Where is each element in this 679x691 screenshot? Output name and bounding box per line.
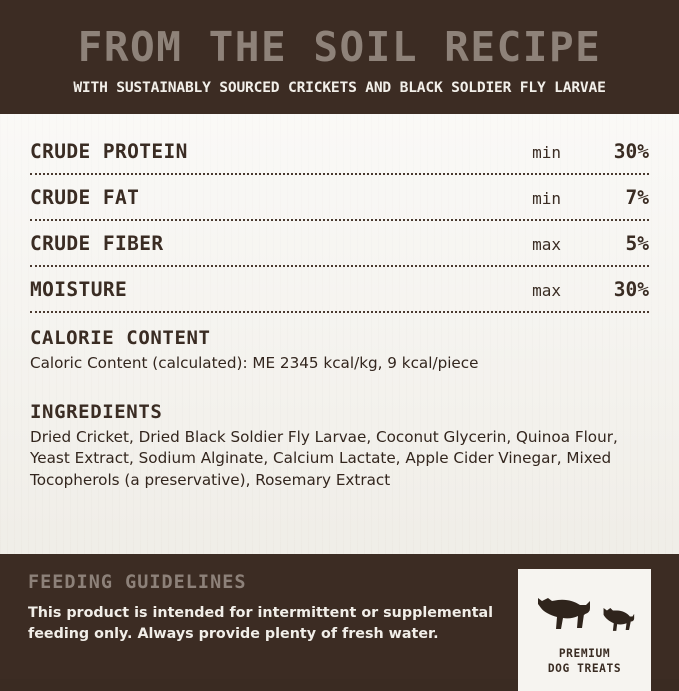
nutrient-value: 30% (613, 278, 649, 302)
label-body-panel (0, 114, 679, 554)
guaranteed-analysis-table (30, 136, 649, 313)
badge-caption-line2: DOG TREATS (547, 662, 622, 675)
feeding-guidelines-text: This product is intended for intermittent or supplemental feeding only. Always provide plenty of fresh water. (28, 605, 494, 642)
calorie-content-heading: CALORIE CONTENT (30, 327, 211, 350)
nutrient-value: 7% (625, 186, 649, 210)
nutrient-qualifier: min (532, 143, 561, 163)
premium-dog-treats-badge (518, 569, 651, 691)
badge-icon-group (534, 584, 635, 636)
nutrient-name: CRUDE FAT (30, 186, 140, 210)
feeding-guidelines-heading: FEEDING GUIDELINES (28, 572, 247, 593)
nutrient-name: MOISTURE (30, 278, 128, 302)
calorie-content-text: Caloric Content (calculated): ME 2345 kcal/kg, 9 kcal/piece (30, 354, 479, 373)
nutrient-qualifier: max (532, 235, 561, 255)
table-row (30, 136, 649, 175)
label-footer (0, 554, 679, 679)
ingredients-heading: INGREDIENTS (30, 400, 163, 423)
label-header (0, 0, 679, 114)
nutrient-value: 30% (613, 140, 649, 164)
table-row (30, 267, 649, 313)
page-title: FROM THE SOIL RECIPE (77, 23, 602, 71)
page-subtitle: WITH SUSTAINABLY SOURCED CRICKETS AND BLACK SOLDIER FLY LARVAE (73, 79, 606, 97)
table-row (30, 175, 649, 221)
badge-caption (548, 646, 621, 676)
nutrient-qualifier: min (532, 189, 561, 209)
nutrient-name: CRUDE FIBER (30, 232, 164, 256)
badge-caption-line1: PREMIUM (558, 646, 611, 660)
feeding-guidelines (28, 572, 518, 644)
small-dog-icon (601, 602, 635, 636)
nutrient-name: CRUDE PROTEIN (30, 140, 188, 164)
nutrient-value: 5% (625, 232, 649, 256)
large-dog-icon (534, 588, 594, 636)
ingredients-text: Dried Cricket, Dried Black Soldier Fly Larvae, Coconut Glycerin, Quinoa Flour, Yeast Extract, Sodium Alginate, Calcium Lactate, Apple Cider Vinegar, Mixed Tocopherols (a preservative), Rosemary Extract (30, 427, 618, 489)
table-row (30, 221, 649, 267)
nutrient-qualifier: max (532, 281, 561, 301)
